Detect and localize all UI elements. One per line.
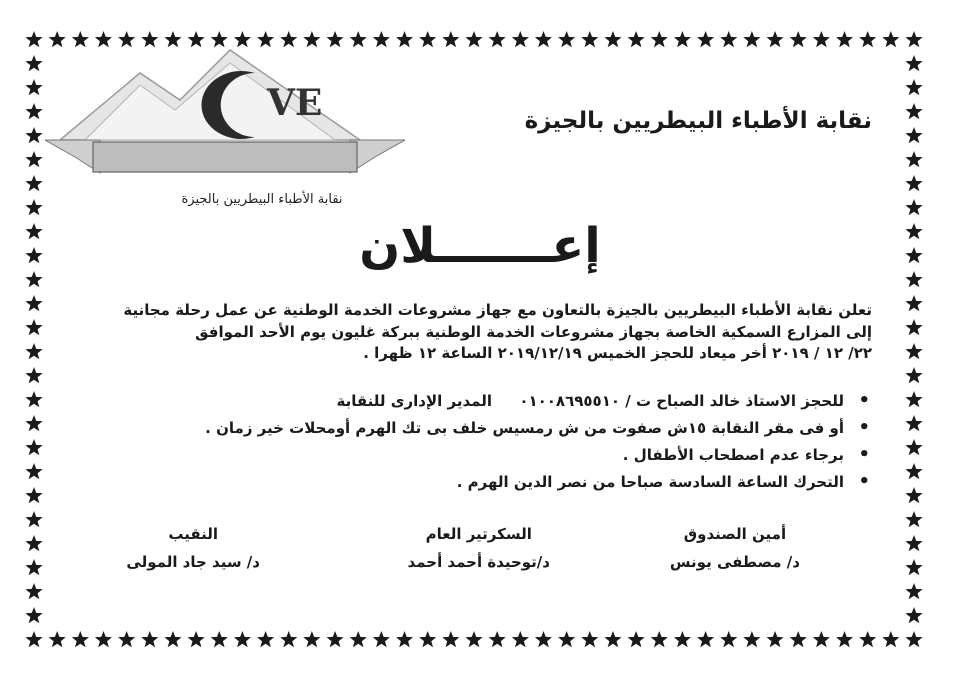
- signature-title: السكرتير العام: [425, 525, 532, 543]
- border-star-icon: [350, 631, 367, 647]
- border-star-icon: [674, 31, 691, 47]
- departure-info: التحرك الساعة السادسة صباحا من نصر الدين الهرم .: [456, 473, 844, 491]
- border-star-icon: [882, 631, 899, 647]
- logo-caption: نقابة الأطباء البيطريين بالجيزة: [181, 192, 343, 207]
- details-list: [102, 390, 872, 498]
- border-star-icon: [211, 631, 228, 647]
- border-star-icon: [905, 295, 922, 311]
- signature-name: د/توحيدة أحمد أحمد: [407, 553, 550, 571]
- border-star-icon: [581, 631, 598, 647]
- border-star-icon: [442, 631, 459, 647]
- border-star-icon: [651, 31, 668, 47]
- border-star-icon: [905, 31, 922, 47]
- border-star-icon: [604, 31, 621, 47]
- border-star-icon: [790, 631, 807, 647]
- border-star-icon: [489, 631, 506, 647]
- border-star-icon: [743, 631, 760, 647]
- border-star-icon: [905, 127, 922, 143]
- border-star-icon: [651, 631, 668, 647]
- border-star-icon: [905, 151, 922, 167]
- border-star-icon: [720, 31, 737, 47]
- border-star-icon: [25, 103, 42, 119]
- border-star-icon: [25, 319, 42, 335]
- border-star-icon: [234, 631, 251, 647]
- logo-emblem: [45, 45, 405, 185]
- signature-treasurer: [670, 520, 800, 576]
- body-line: ٢٢/ ١٢ / ٢٠١٩ أخر ميعاد للحجز الخميس ٢٠١٩/١٢/١٩ الساعة ١٢ ظهرا .: [363, 344, 872, 362]
- bullet-icon: •: [858, 471, 870, 492]
- border-star-icon: [905, 607, 922, 623]
- border-star-icon: [25, 127, 42, 143]
- border-star-icon: [25, 31, 42, 47]
- border-star-icon: [628, 631, 645, 647]
- border-star-icon: [25, 415, 42, 431]
- border-star-icon: [512, 631, 529, 647]
- border-star-icon: [813, 31, 830, 47]
- border-star-icon: [905, 367, 922, 383]
- border-star-icon: [674, 631, 691, 647]
- syndicate-logo: [45, 45, 405, 207]
- border-star-icon: [905, 487, 922, 503]
- booking-location: أو فى مقر النقابة ١٥ش صفوت من ش رمسيس خلف بى تك الهرم أومحلات خير زمان .: [205, 419, 844, 437]
- border-star-icon: [558, 631, 575, 647]
- signature-name: د/ سيد جاد المولى: [126, 553, 260, 571]
- border-star-icon: [25, 199, 42, 215]
- border-star-icon: [535, 631, 552, 647]
- border-star-icon: [905, 343, 922, 359]
- border-star-icon: [25, 55, 42, 71]
- border-star-icon: [489, 31, 506, 47]
- border-star-icon: [327, 631, 344, 647]
- border-star-icon: [25, 151, 42, 167]
- border-star-icon: [303, 631, 320, 647]
- border-star-icon: [535, 31, 552, 47]
- signature-name: د/ مصطفى يونس: [669, 553, 800, 571]
- border-star-icon: [257, 631, 274, 647]
- border-star-icon: [604, 631, 621, 647]
- border-star-icon: [905, 199, 922, 215]
- signature-secretary: [408, 520, 550, 576]
- border-star-icon: [25, 583, 42, 599]
- border-star-icon: [558, 31, 575, 47]
- border-star-icon: [905, 55, 922, 71]
- border-star-icon: [790, 31, 807, 47]
- border-star-icon: [25, 391, 42, 407]
- border-star-icon: [905, 175, 922, 191]
- border-star-icon: [188, 631, 205, 647]
- border-star-icon: [419, 631, 436, 647]
- border-star-icon: [697, 31, 714, 47]
- border-star-icon: [419, 31, 436, 47]
- border-star-icon: [628, 31, 645, 47]
- border-star-icon: [141, 631, 158, 647]
- border-star-icon: [118, 631, 135, 647]
- border-star-icon: [72, 631, 89, 647]
- border-star-icon: [396, 631, 413, 647]
- border-star-icon: [905, 79, 922, 95]
- announcement-body: [102, 300, 872, 365]
- border-star-icon: [25, 607, 42, 623]
- body-line: تعلن نقابة الأطباء البيطريين بالجيزة بالتعاون مع جهاز مشروعات الخدمة الوطنية عن عمل رحلة مجانية: [123, 301, 872, 319]
- border-star-icon: [465, 631, 482, 647]
- emblem-letters: VE: [267, 82, 323, 124]
- border-star-icon: [581, 31, 598, 47]
- booking-contact: للحجز الاستاذ خالد الصباح ت / ٠١٠٠٨٦٩٥٥١٠: [519, 392, 844, 410]
- bullet-icon: •: [858, 417, 870, 438]
- border-star-icon: [859, 31, 876, 47]
- bullet-icon: •: [858, 444, 870, 465]
- border-star-icon: [49, 631, 66, 647]
- border-star-icon: [767, 631, 784, 647]
- border-star-icon: [373, 631, 390, 647]
- children-notice: برجاء عدم اصطحاب الأطفال .: [622, 446, 844, 464]
- signature-title: النقيب: [168, 525, 219, 543]
- body-line: إلى المزارع السمكية الخاصة بجهاز مشروعات الخدمة الوطنية ببركة غليون يوم الأحد الموافق: [195, 322, 872, 341]
- border-star-icon: [25, 343, 42, 359]
- border-star-icon: [905, 631, 922, 647]
- list-item: [102, 471, 872, 498]
- list-item: [102, 444, 872, 471]
- border-star-icon: [25, 295, 42, 311]
- contact-role: المدير الإدارى للنقابة: [336, 392, 492, 410]
- border-star-icon: [905, 583, 922, 599]
- bullet-icon: •: [858, 390, 870, 411]
- border-star-icon: [512, 31, 529, 47]
- border-star-icon: [836, 31, 853, 47]
- border-star-icon: [697, 631, 714, 647]
- list-item: [102, 390, 872, 417]
- signature-title: أمين الصندوق: [683, 525, 787, 543]
- border-star-icon: [25, 463, 42, 479]
- border-star-icon: [905, 415, 922, 431]
- border-star-icon: [95, 631, 112, 647]
- border-star-icon: [280, 631, 297, 647]
- border-star-icon: [905, 439, 922, 455]
- border-star-icon: [836, 631, 853, 647]
- border-star-icon: [25, 175, 42, 191]
- border-star-icon: [859, 631, 876, 647]
- border-star-icon: [905, 319, 922, 335]
- border-star-icon: [465, 31, 482, 47]
- signatures: [0, 520, 960, 580]
- border-star-icon: [905, 391, 922, 407]
- signature-head: [126, 520, 260, 576]
- border-star-icon: [905, 463, 922, 479]
- border-star-icon: [442, 31, 459, 47]
- announcement-title: إعـــــــلان: [359, 218, 601, 274]
- border-star-icon: [767, 31, 784, 47]
- border-star-icon: [25, 631, 42, 647]
- border-star-icon: [905, 103, 922, 119]
- border-star-icon: [813, 631, 830, 647]
- border-star-icon: [720, 631, 737, 647]
- border-star-icon: [164, 631, 181, 647]
- border-star-icon: [25, 487, 42, 503]
- border-star-icon: [743, 31, 760, 47]
- border-star-icon: [25, 367, 42, 383]
- border-star-icon: [25, 439, 42, 455]
- list-item: [102, 417, 872, 444]
- border-star-icon: [25, 79, 42, 95]
- border-star-icon: [882, 31, 899, 47]
- organization-name: نقابة الأطباء البيطريين بالجيزة: [524, 108, 872, 134]
